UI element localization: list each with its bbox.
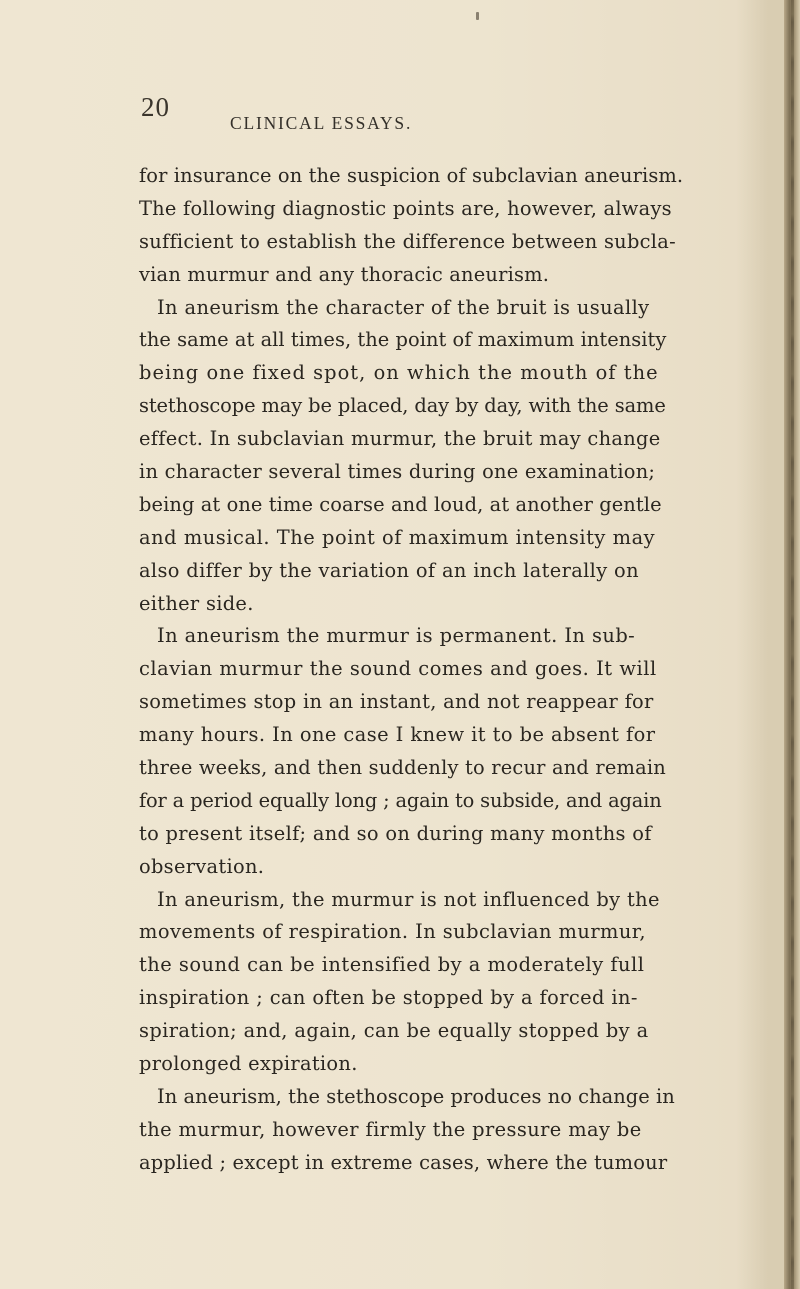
text-line: sometimes stop in an instant, and not reappear for: [139, 690, 654, 714]
text-line: In aneurism the murmur is permanent. In sub-: [157, 624, 636, 648]
text-line: many hours. In one case I knew it to be absent for: [139, 723, 656, 747]
text-line: and musical. The point of maximum intensity may: [139, 525, 656, 549]
text-line: inspiration ; can often be stopped by a forced in-: [139, 986, 638, 1010]
body-text: [139, 160, 739, 1180]
text-line: for insurance on the suspicion of subclavian aneurism.: [139, 164, 684, 187]
text-line: movements of respiration. In subclavian murmur,: [139, 920, 647, 944]
text-line: The following diagnostic points are, however, always: [139, 196, 672, 220]
text-line: clavian murmur the sound comes and goes. It will: [139, 657, 657, 681]
text-line: being at one time coarse and loud, at another gentle: [139, 492, 662, 516]
text-line: In aneurism, the murmur is not influenced by the: [157, 887, 660, 911]
text-line: prolonged expiration.: [139, 1052, 358, 1076]
text-line: effect. In subclavian murmur, the bruit may change: [139, 427, 661, 451]
running-head: CLINICAL ESSAYS.: [230, 113, 413, 133]
text-line: being one fixed spot, on which the mouth of the: [139, 361, 659, 385]
page-number: 20: [141, 92, 170, 122]
text-line: stethoscope may be placed, day by day, with the same: [139, 394, 666, 418]
text-line: applied ; except in extreme cases, where the tumour: [139, 1150, 668, 1174]
paper-speck: [476, 12, 479, 20]
text-line: the same at all times, the point of maximum intensity: [139, 328, 667, 352]
text-line: in character several times during one examination;: [139, 460, 656, 484]
text-line: sufficient to establish the difference between subcla-: [139, 229, 676, 253]
text-line: In aneurism, the stethoscope produces no change in: [157, 1084, 675, 1108]
text-line: to present itself; and so on during many months of: [139, 821, 652, 845]
text-line: spiration; and, again, can be equally stopped by a: [139, 1019, 649, 1043]
text-line: for a period equally long ; again to subside, and again: [139, 788, 662, 812]
text-line: observation.: [139, 854, 265, 878]
text-line: the murmur, however firmly the pressure may be: [139, 1117, 642, 1141]
page-edge-binding: [791, 0, 794, 1289]
text-line: three weeks, and then suddenly to recur and remain: [139, 756, 666, 780]
text-line: the sound can be intensified by a moderately full: [139, 953, 645, 977]
text-line: either side.: [139, 591, 254, 615]
text-line: also differ by the variation of an inch laterally on: [139, 558, 639, 582]
text-line: vian murmur and any thoracic aneurism.: [139, 262, 550, 286]
text-line: In aneurism the character of the bruit is usually: [157, 295, 650, 319]
